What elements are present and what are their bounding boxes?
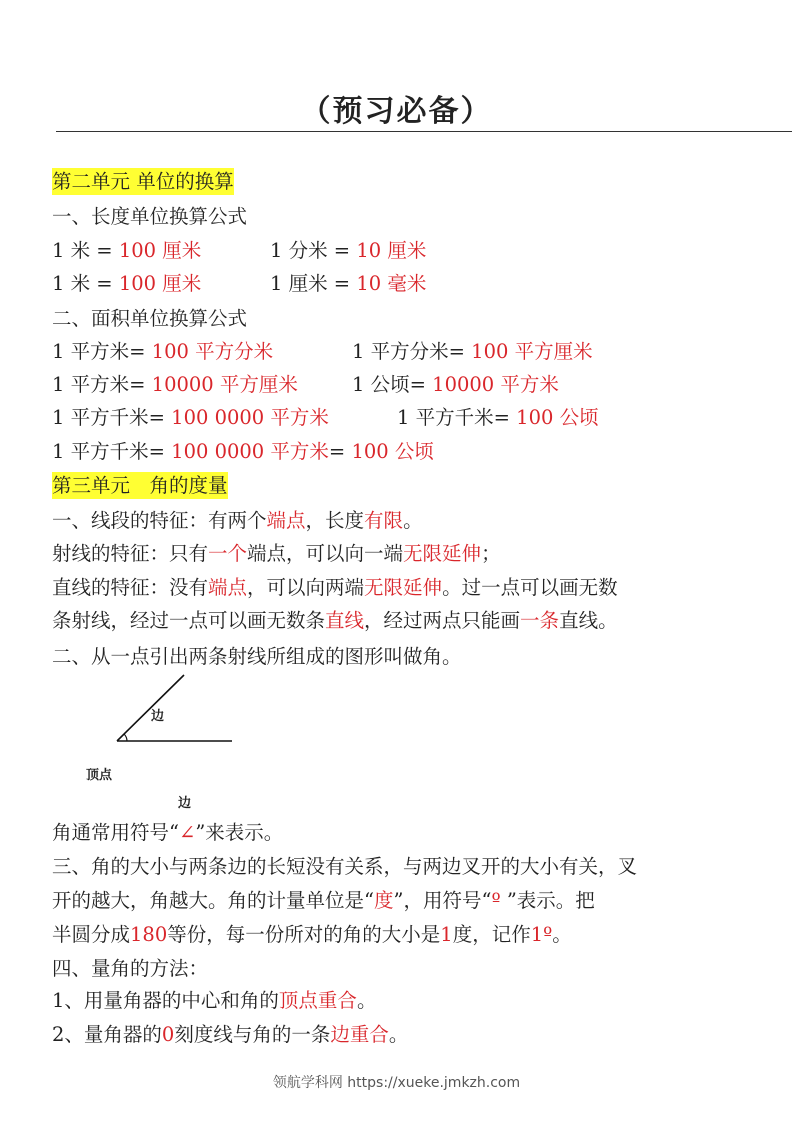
unit2-heading-text: 第二单元 单位的换算 (52, 170, 234, 193)
area-row-3-b-left: 1 平方千米= (397, 406, 517, 429)
diagram-side-top-label: 边 (151, 709, 165, 724)
angle-diagram (100, 670, 250, 755)
area-row-2-a-left: 1 平方米= (52, 373, 152, 396)
length-row-1-b-right: 10 厘米 (356, 239, 427, 262)
area-row-4: 1 平方千米= 100 0000 平方米= 100 公顷 (52, 440, 434, 463)
length-row-2-b-right: 10 毫米 (356, 272, 427, 295)
area-row-1-b-left: 1 平方分米= (352, 340, 472, 363)
straight-line-2: 条射线，经过一点可以画无数条直线，经过两点只能画一条直线。 (52, 609, 618, 632)
angle-definition: 二、从一点引出两条射线所组成的图形叫做角。 (52, 645, 462, 668)
area-row-1-b-right: 100 平方厘米 (471, 340, 593, 363)
area-row-3-a-left: 1 平方千米= (52, 406, 172, 429)
area-row-1 (52, 340, 593, 363)
area-row-3 (52, 406, 599, 429)
diagram-side-bottom-label: 边 (178, 796, 192, 811)
angle-arc (124, 734, 127, 741)
area-row-2-b-right: 10000 平方米 (432, 373, 559, 396)
length-row-1-a-left: 1 米 = (52, 239, 119, 262)
area-row-2-a-right: 10000 平方厘米 (151, 373, 298, 396)
angle-size-line-3: 半圆分成180等份，每一份所对的角的大小是1度，记作1º。 (52, 923, 572, 946)
length-row-2-a-left: 1 米 = (52, 272, 119, 295)
area-row-2 (52, 373, 559, 396)
unit3-heading (52, 474, 228, 497)
measure-step-2: 2、量角器的0刻度线与角的一条边重合。 (52, 1023, 409, 1046)
straight-line-1: 直线的特征：没有端点，可以向两端无限延伸。过一点可以画无数 (52, 576, 618, 599)
area-row-3-b-right: 100 公顷 (516, 406, 599, 429)
diagram-vertex-label: 顶点 (86, 768, 113, 783)
length-row-1-a-right: 100 厘米 (118, 239, 202, 262)
length-heading: 一、长度单位换算公式 (52, 205, 248, 228)
area-row-3-a-right: 100 0000 平方米 (171, 406, 329, 429)
unit2-heading (52, 170, 234, 193)
footer-watermark: 领航学科网 https://xueke.jmkzh.com (272, 1075, 521, 1091)
angle-size-line-2: 开的越大，角越大。角的计量单位是“度”，用符号“º ”表示。把 (52, 889, 595, 912)
measure-step-1: 1、用量角器的中心和角的顶点重合。 (52, 989, 377, 1012)
page-title: （预习必备） (300, 94, 493, 129)
length-row-2-b-left: 1 厘米 = (270, 272, 357, 295)
unit3-heading-text: 第三单元 角的度量 (52, 474, 228, 497)
area-heading: 二、面积单位换算公式 (52, 307, 248, 330)
area-row-2-b-left: 1 公顷= (352, 373, 433, 396)
area-row-1-a-right: 100 平方分米 (151, 340, 274, 363)
ray-line: 射线的特征：只有一个端点，可以向一端无限延伸； (52, 542, 501, 565)
measure-heading: 四、量角的方法： (52, 957, 209, 980)
angle-symbol-line: 角通常用符号“∠”来表示。 (52, 821, 284, 844)
angle-size-line-1: 三、角的大小与两条边的长短没有关系，与两边叉开的大小有关，叉 (52, 855, 638, 878)
length-row-1-b-left: 1 分米 = (270, 239, 357, 262)
length-row-2-a-right: 100 厘米 (118, 272, 202, 295)
title-divider (56, 131, 792, 132)
length-row-1 (52, 239, 427, 262)
segment-line: 一、线段的特征：有两个端点，长度有限。 (52, 509, 423, 532)
length-row-2 (52, 272, 427, 295)
area-row-1-a-left: 1 平方米= (52, 340, 152, 363)
